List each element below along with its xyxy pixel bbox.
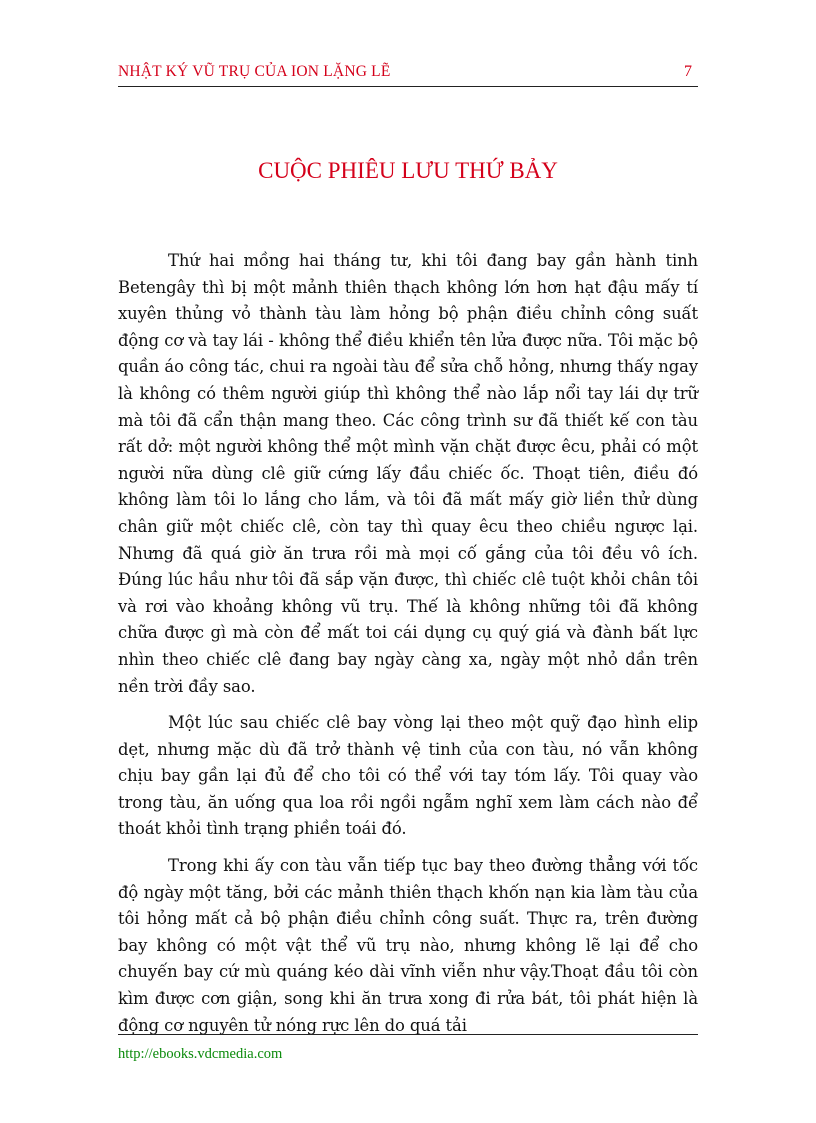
- page-header: [118, 62, 698, 87]
- book-title: NHẬT KÝ VŨ TRỤ CỦA ION LẶNG LẼ: [118, 63, 391, 80]
- paragraph: Trong khi ấy con tàu vẫn tiếp tục bay theo đường thẳng với tốc độ ngày một tăng, bởi các mảnh thiên thạch khốn nạn kia làm tàu của tôi hỏng mất cả bộ phận điều chỉnh công suất. Thực ra, trên đường bay không có một vật thể vũ trụ nào, nhưng không lẽ lại để cho chuyến bay cứ mù quáng kéo dài vĩnh viễn như vậy.Thoạt đầu tôi còn kìm được cơn giận, song khi ăn trưa xong đi rửa bát, tôi phát hiện là động cơ nguyên tử nóng rực lên do quá tải: [118, 856, 698, 1035]
- chapter-title: CUỘC PHIÊU LƯU THỨ BẢY: [258, 158, 558, 183]
- chapter-body: [118, 248, 698, 1049]
- page-footer: [118, 1034, 698, 1063]
- page-number: 7: [684, 63, 692, 80]
- source-link[interactable]: http://ebooks.vdcmedia.com: [118, 1046, 283, 1062]
- paragraph: Thứ hai mồng hai tháng tư, khi tôi đang bay gần hành tinh Betengây thì bị một mảnh thiên thạch không lớn hơn hạt đậu mấy tí xuyên thủng vỏ thành tàu làm hỏng bộ phận điều chỉnh công suất động cơ và tay lái - không thể điều khiển tên lửa được nữa. Tôi mặc bộ quần áo công tác, chui ra ngoài tàu để sửa chỗ hỏng, nhưng thấy ngay là không có thêm người giúp thì không thể nào lắp nổi tay lái dự trữ mà tôi đã cẩn thận mang theo. Các công trình sư đã thiết kế con tàu rất dở: một người không thể một mình vặn chặt được êcu, phải có một người nữa dùng clê giữ cứng lấy đầu chiếc ốc. Thoạt tiên, điều đó không làm tôi lo lắng cho lắm, và tôi đã mất mấy giờ liền thử dùng chân giữ một chiếc clê, còn tay thì quay êcu theo chiều ngược lại. Nhưng đã quá giờ ăn trưa rồi mà mọi cố gắng của tôi đều vô ích. Đúng lúc hầu như tôi đã sắp vặn được, thì chiếc clê tuột khỏi chân tôi và rơi vào khoảng không vũ trụ. Thế là không những tôi đã không chữa được gì mà còn để mất toi cái dụng cụ quý giá và đành bất lực nhìn theo chiếc clê đang bay ngày càng xa, ngày một nhỏ dần trên nền trời đầy sao.: [118, 251, 698, 696]
- paragraph: Một lúc sau chiếc clê bay vòng lại theo một quỹ đạo hình elip dẹt, nhưng mặc dù đã trở thành vệ tinh của con tàu, nó vẫn không chịu bay gần lại đủ để cho tôi có thể với tay tóm lấy. Tôi quay vào trong tàu, ăn uống qua loa rồi ngồi ngẫm nghĩ xem làm cách nào để thoát khỏi tình trạng phiền toái đó.: [118, 713, 698, 839]
